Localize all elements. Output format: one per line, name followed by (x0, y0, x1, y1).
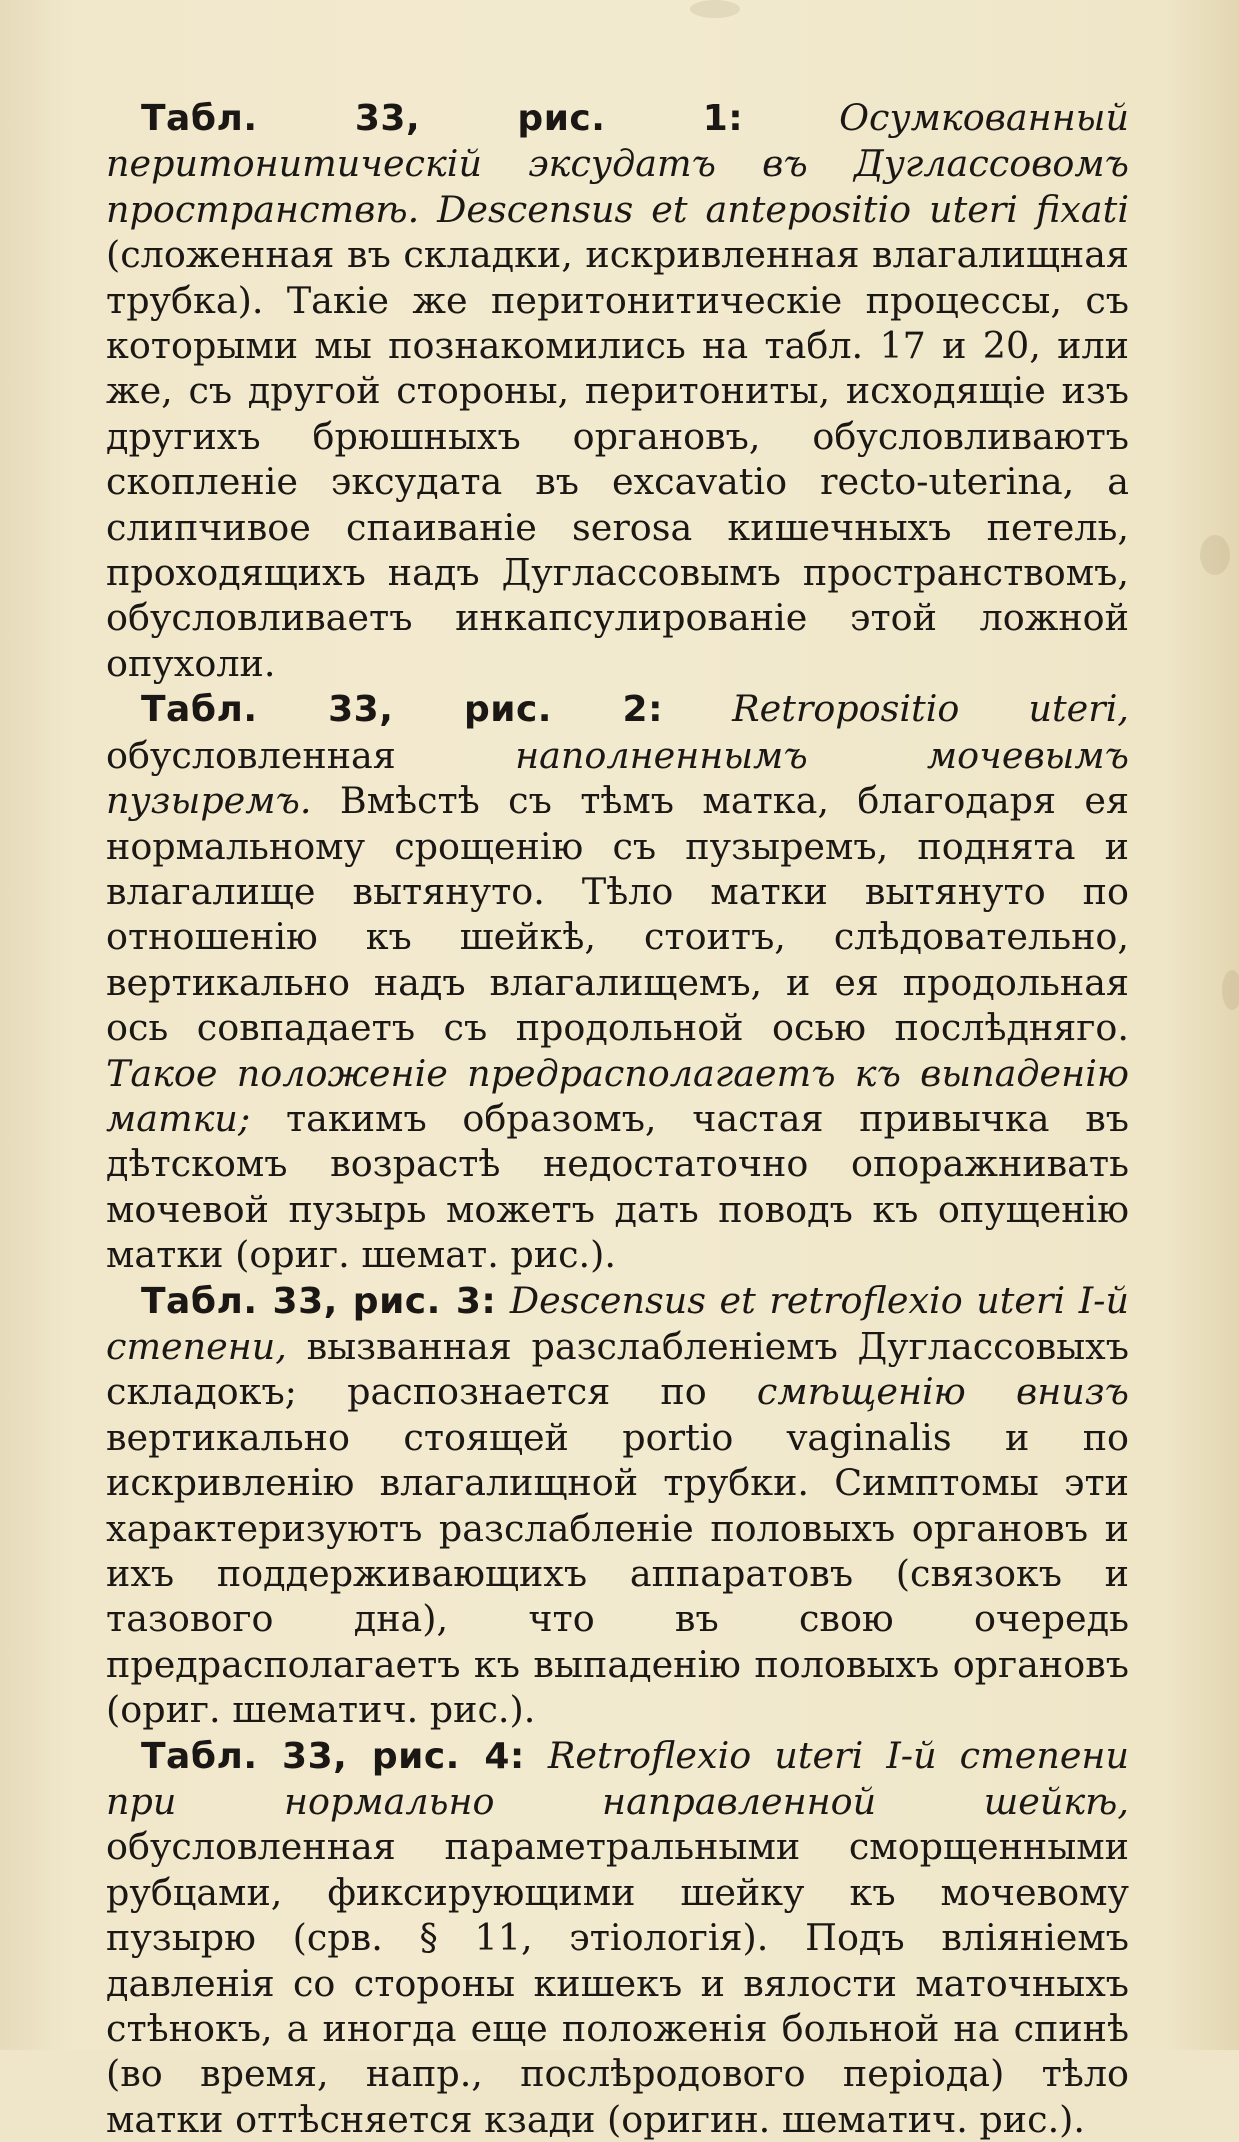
figure-title: Retropositio uteri, (732, 687, 1129, 731)
figure-title: Retroflexio uteri І-й степени при нормально направленной шейкѣ, (106, 1733, 1129, 1824)
figure-description: обусловленная параметральными сморщенными рубцами, фиксирующими шейку къ мочевому пузырю (срв. § 11, этіологія). Подъ вліяніемъ давленія со стороны кишекъ и вялости маточныхъ стѣнокъ, а иногда еще положенія больной на спинѣ (во время, напр., послѣродового періода) тѣло матки оттѣсняется кзади (оригин. шематич. рис.). (106, 1825, 1129, 2141)
figure-description: Вмѣстѣ съ тѣмъ матка, благодаря ея нормальному срощенію съ пузыремъ, поднята и влагалище вытянуто. Тѣло матки вытянуто по отношенію къ шейкѣ, стоитъ, слѣдовательно, вертикально надъ влагалищемъ, и ея продольная ось совпадаетъ съ продольной осью послѣдняго. (106, 779, 1130, 1050)
figure-description: (сложенная въ складки, искривленная влагалищная трубка). Такіе же перитонитическіе процессы, съ которыми мы познакомились на табл. 17 и 20, или же, съ другой стороны, перитониты, исходящіе изъ другихъ брюшныхъ органовъ, обусловливаютъ скопленіе эксудата въ excavatio recto-uterina, а слипчивое спаиваніе serosa кишечныхъ петель, проходящихъ надъ Дугласcовымъ пространствомъ, обусловливаетъ инкапсулированіе этой ложной опухоли. (106, 233, 1129, 685)
page-text (0, 95, 1239, 2142)
paragraph-fig-2 (106, 686, 1129, 1277)
figure-title: Descensus et retroflexio uteri І-й степени, (106, 1278, 1129, 1368)
figure-reference: Табл. 33, рис. 3: (141, 1280, 497, 1322)
paragraph-fig-1 (106, 95, 1129, 686)
ink-stain (690, 0, 740, 18)
figure-description: такимъ образомъ, частая привычка въ дѣтскомъ возрастѣ недостаточно опоражнивать мочевой пузырь можетъ дать поводъ къ опущенію матки (ориг. шемат. рис.). (106, 1096, 1130, 1277)
figure-description: обусловленная (106, 733, 396, 777)
figure-description: вызванная разслабленіемъ Дугласcовыхъ складокъ; распознается по (106, 1324, 1129, 1414)
figure-emphasis: смѣщенію внизъ (756, 1370, 1130, 1414)
figure-reference: Табл. 33, рис. 4: (141, 1735, 525, 1777)
figure-emphasis: наполненнымъ мочевымъ пузыремъ. (106, 733, 1130, 823)
figure-emphasis: Такое положеніе предрасполагаетъ къ выпаденію матки; (106, 1051, 1129, 1140)
figure-title: Осумкованный перитонитическій эксудатъ въ Дугласcовомъ пространствѣ. Descensus et anteposіtio uteri fixati (106, 96, 1129, 231)
figure-reference: Табл. 33, рис. 1: (141, 98, 744, 139)
figure-reference: Табл. 33, рис. 2: (141, 689, 663, 731)
paragraph-fig-4 (106, 1733, 1129, 2142)
figure-description: вертикально стоящей portio vaginalis и по искривленію влагалищной трубки. Симптомы эти характеризуютъ разслабленіе половыхъ органовъ и ихъ поддерживающихъ аппаратовъ (связокъ и тазового дна), что въ свою очередь предрасполагаетъ къ выпаденію половыхъ органовъ (ориг. шематич. рис.). (106, 1415, 1129, 1732)
paragraph-fig-3 (106, 1278, 1129, 1733)
